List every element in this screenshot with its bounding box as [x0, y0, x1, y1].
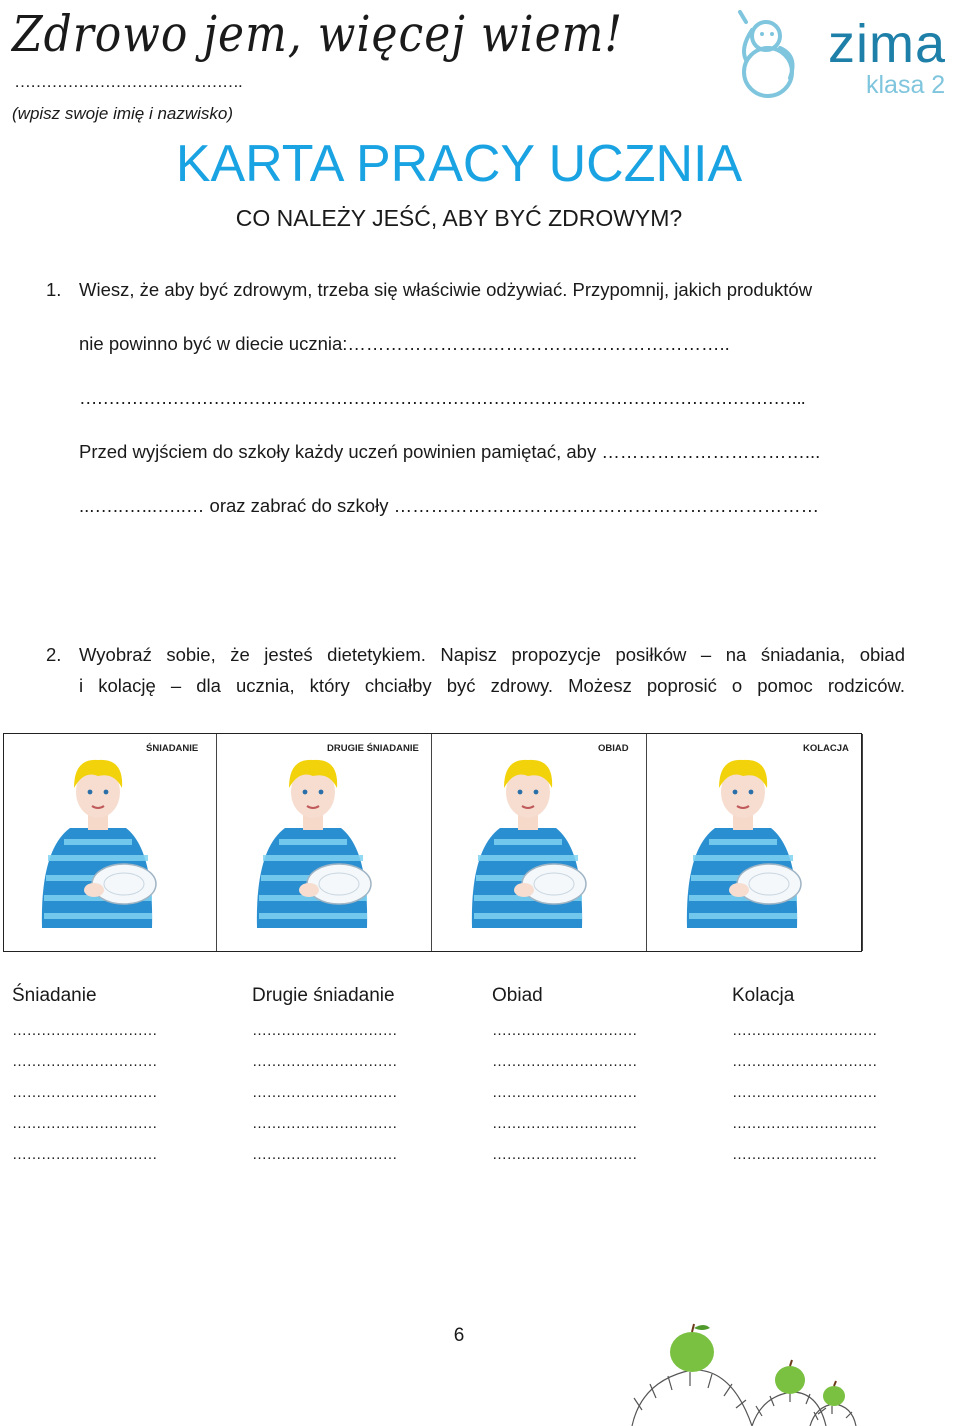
- boy-with-plate-icon: [679, 750, 809, 928]
- answer-line[interactable]: …………………………: [252, 1022, 397, 1039]
- answer-line[interactable]: …………………………: [252, 1053, 397, 1070]
- column-heading-breakfast: Śniadanie: [12, 985, 97, 1006]
- task1-line4[interactable]: Przed wyjściem do szkoły każdy uczeń powinien pamiętać, aby ……………………………...: [79, 441, 821, 462]
- panel-label: KOLACJA: [803, 743, 849, 754]
- answer-line[interactable]: …………………………: [252, 1115, 397, 1132]
- page-subtitle: CO NALEŻY JEŚĆ, ABY BYĆ ZDROWYM?: [235, 205, 683, 231]
- task2-line2: i kolację – dla ucznia, który chciałby być zdrowy. Możesz poprosić o pomoc rodziców.: [79, 675, 905, 696]
- answer-line[interactable]: …………………………: [12, 1146, 157, 1163]
- answer-line[interactable]: …………………………: [732, 1022, 877, 1039]
- panel-label: ŚNIADANIE: [146, 743, 199, 754]
- answer-line[interactable]: …………………………: [492, 1053, 637, 1070]
- answer-line[interactable]: …………………………: [12, 1084, 157, 1101]
- answer-line[interactable]: …………………………: [492, 1084, 637, 1101]
- task1-line1: Wiesz, że aby być zdrowym, trzeba się właściwie odżywiać. Przypomnij, jakich produktów: [79, 279, 813, 300]
- column-heading-dinner: Kolacja: [732, 985, 795, 1006]
- logo-word: zima: [828, 14, 947, 74]
- name-field-dots[interactable]: …………………………………….: [14, 72, 242, 91]
- answer-line[interactable]: …………………………: [732, 1146, 877, 1163]
- answer-column-breakfast: [12, 1015, 157, 1170]
- page-number: 6: [453, 1325, 465, 1346]
- task1-line3[interactable]: ……………………………………………………………………………………………………………..: [79, 387, 805, 408]
- answer-line[interactable]: …………………………: [12, 1115, 157, 1132]
- answer-line[interactable]: …………………………: [492, 1146, 637, 1163]
- answer-line[interactable]: …………………………: [492, 1115, 637, 1132]
- answer-line[interactable]: …………………………: [252, 1146, 397, 1163]
- panel-label: OBIAD: [598, 743, 629, 754]
- task1-number: 1.: [46, 279, 62, 300]
- answer-line[interactable]: …………………………: [12, 1022, 157, 1039]
- panel-label: DRUGIE ŚNIADANIE: [327, 743, 419, 754]
- answer-line[interactable]: …………………………: [492, 1022, 637, 1039]
- answer-line[interactable]: …………………………: [252, 1084, 397, 1101]
- column-heading-second-breakfast: Drugie śniadanie: [252, 985, 395, 1006]
- answer-line[interactable]: …………………………: [12, 1053, 157, 1070]
- task2-line1: Wyobraź sobie, że jesteś dietetykiem. Napisz propozycje posiłków – na śniadania, obiad: [79, 644, 905, 665]
- hedgehog-apple-icon: [612, 1320, 862, 1426]
- boy-with-plate-icon: [249, 750, 379, 928]
- answer-line[interactable]: …………………………: [732, 1084, 877, 1101]
- task1-line2[interactable]: nie powinno być w diecie ucznia:…………………..……………..…………………..: [79, 333, 730, 354]
- task1-line5[interactable]: ...…..…...…..… oraz zabrać do szkoły ……………………………………………………………: [79, 495, 820, 516]
- answer-line[interactable]: …………………………: [732, 1115, 877, 1132]
- logo-class-label: klasa 2: [866, 71, 946, 99]
- answer-column-dinner: [732, 1015, 877, 1170]
- boy-with-plate-icon: [34, 750, 164, 928]
- meal-illustration-strip: [3, 733, 862, 952]
- name-hint: (wpisz swoje imię i nazwisko): [12, 104, 234, 123]
- answer-column-lunch: [492, 1015, 637, 1170]
- boy-with-plate-icon: [464, 750, 594, 928]
- answer-line[interactable]: …………………………: [732, 1053, 877, 1070]
- page-title: KARTA PRACY UCZNIA: [175, 135, 743, 193]
- answer-column-second-breakfast: [252, 1015, 397, 1170]
- column-heading-lunch: Obiad: [492, 985, 543, 1006]
- handwritten-title: Zdrowo jem, więcej wiem!: [12, 6, 624, 64]
- task2-number: 2.: [46, 644, 62, 665]
